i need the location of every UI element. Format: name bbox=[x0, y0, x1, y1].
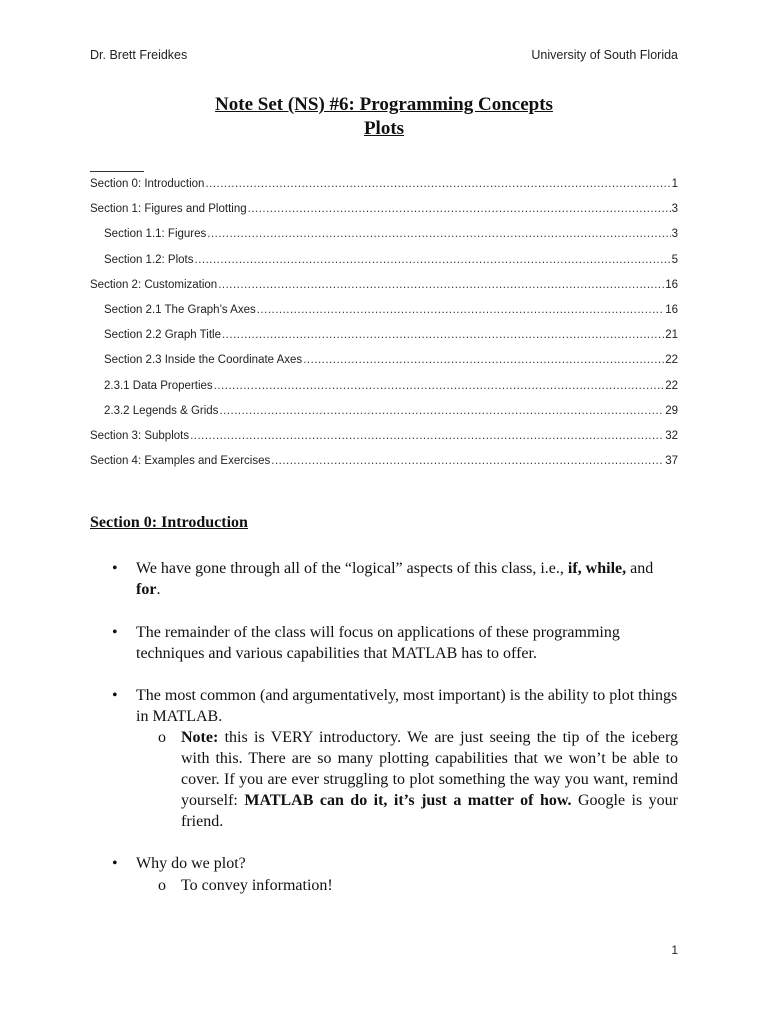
toc-entry[interactable] bbox=[90, 248, 678, 273]
toc-leader bbox=[271, 449, 664, 474]
toc-entry-page: 16 bbox=[665, 278, 678, 291]
document-subtitle: Plots bbox=[363, 118, 405, 139]
note-label: Note: bbox=[181, 729, 219, 746]
bullet-text-run: . bbox=[156, 581, 161, 598]
bullet-marker: • bbox=[112, 855, 118, 872]
toc-entry-page: 16 bbox=[665, 303, 678, 316]
toc-entry-label: Section 1.2: Plots bbox=[104, 253, 194, 266]
bullet-marker: • bbox=[112, 624, 118, 641]
toc-leader bbox=[257, 298, 664, 323]
header-institution: University of South Florida bbox=[531, 48, 678, 62]
toc-entry[interactable] bbox=[90, 273, 678, 298]
toc-entry-label: 2.3.2 Legends & Grids bbox=[104, 404, 219, 417]
toc-entry-page: 3 bbox=[671, 203, 678, 216]
toc-entry-label: Section 1.1: Figures bbox=[104, 228, 207, 241]
bullet-bold-keywords: if, while, bbox=[567, 560, 627, 577]
toc-entry-page: 29 bbox=[665, 404, 678, 417]
toc-entry-page: 37 bbox=[665, 455, 678, 468]
sub-bullet-marker: o bbox=[158, 729, 166, 746]
toc-entry[interactable] bbox=[90, 399, 678, 424]
section-heading: Section 0: Introduction bbox=[90, 514, 248, 531]
bullet-text-run: We have gone through all of the “logical” aspects of this class, i.e., bbox=[136, 560, 568, 577]
toc-entry[interactable] bbox=[90, 424, 678, 449]
toc-entry-page: 22 bbox=[665, 354, 678, 367]
bullet-text bbox=[136, 558, 678, 600]
toc-entry-label: Section 0: Introduction bbox=[90, 178, 205, 190]
toc-entry-page: 21 bbox=[665, 329, 678, 342]
document-title: Note Set (NS) #6: Programming Concepts bbox=[215, 94, 553, 115]
toc-entry-label: Section 2.3 Inside the Coordinate Axes bbox=[104, 354, 303, 367]
toc-leader bbox=[207, 222, 670, 247]
bullet-text: Why do we plot? bbox=[136, 855, 246, 872]
toc-leader bbox=[222, 323, 664, 348]
bullet-bold-keyword: for bbox=[136, 581, 157, 598]
toc-entry[interactable] bbox=[90, 374, 678, 399]
toc-leader bbox=[214, 374, 665, 399]
toc-entry[interactable] bbox=[90, 298, 678, 323]
toc-entry[interactable] bbox=[90, 348, 678, 373]
toc-leader bbox=[248, 197, 671, 222]
toc-leader bbox=[303, 348, 664, 373]
bullet-text: The remainder of the class will focus on applications of these programming techniques and various capabilities that MATLAB has to offer. bbox=[136, 624, 620, 662]
toc-leader bbox=[195, 248, 671, 273]
toc-entry[interactable] bbox=[90, 323, 678, 348]
toc-entry-label: Section 2: Customization bbox=[90, 278, 218, 291]
sub-bullet-marker: o bbox=[158, 877, 166, 894]
sub-bullet-text: To convey information! bbox=[181, 877, 333, 894]
toc-entry-label: Section 2.2 Graph Title bbox=[104, 329, 221, 342]
toc-entry[interactable] bbox=[90, 222, 678, 247]
bullet-text-run: and bbox=[626, 560, 654, 577]
toc-entry[interactable] bbox=[90, 197, 678, 222]
toc-leader bbox=[190, 424, 664, 449]
toc-entry-label: Section 1: Figures and Plotting bbox=[90, 203, 247, 216]
toc-leader bbox=[218, 273, 664, 298]
toc-entry-label: Section 4: Examples and Exercises bbox=[90, 455, 271, 468]
page-number: 1 bbox=[671, 943, 678, 957]
toc-entry-page: 22 bbox=[665, 379, 678, 392]
toc-entry-page: 1 bbox=[671, 178, 678, 190]
toc-leader bbox=[205, 172, 670, 197]
toc-entry-page: 32 bbox=[665, 429, 678, 442]
toc-entry-label: Section 3: Subplots bbox=[90, 429, 190, 442]
bullet-marker: • bbox=[112, 687, 118, 704]
header-author: Dr. Brett Freidkes bbox=[90, 48, 188, 62]
toc-entry-label: 2.3.1 Data Properties bbox=[104, 379, 213, 392]
toc-entry[interactable] bbox=[90, 449, 678, 474]
toc-entry-page: 5 bbox=[671, 253, 678, 266]
sub-bullet-text-run: this is VERY introductory. We are just seeing the tip of the iceberg with this. There are so many plotting capabilities that we won’t be able to cover. If you are ever struggling to plot something the way you want, remind yourself: bbox=[181, 729, 678, 809]
sub-bullet-text bbox=[181, 727, 678, 832]
bullet-marker: • bbox=[112, 560, 118, 577]
toc-entry-page: 3 bbox=[671, 228, 678, 241]
toc-leader bbox=[219, 399, 664, 424]
sub-bullet-bold-run: MATLAB can do it, it’s just a matter of how. bbox=[244, 792, 572, 809]
sub-bullet-text-run: Google is your friend. bbox=[181, 792, 678, 830]
bullet-text: The most common (and argumentatively, most important) is the ability to plot things in MATLAB. bbox=[136, 687, 678, 725]
toc-entry[interactable] bbox=[90, 172, 678, 197]
table-of-contents bbox=[90, 172, 678, 474]
toc-entry-label: Section 2.1 The Graph’s Axes bbox=[104, 303, 256, 316]
